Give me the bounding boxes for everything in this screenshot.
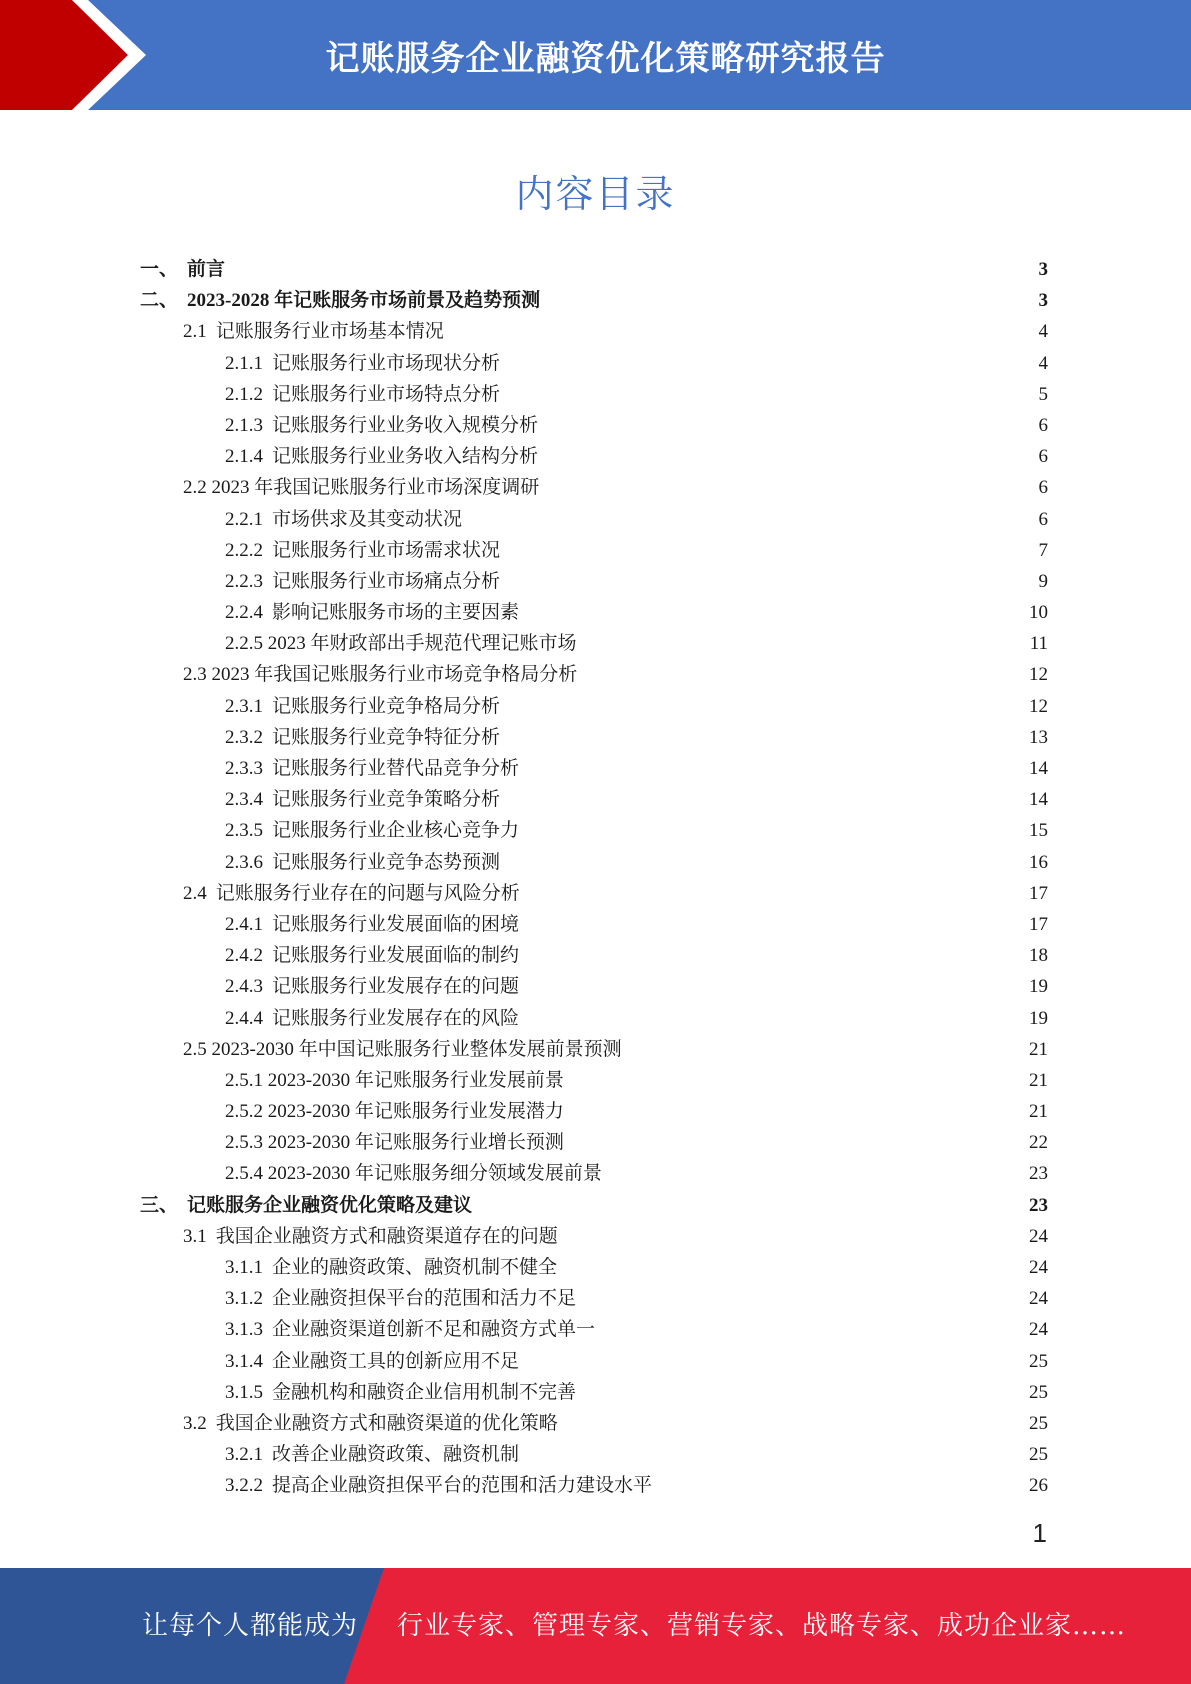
toc-entry-title: 金融机构和融资企业信用机制不完善 bbox=[272, 1381, 577, 1403]
toc-entry[interactable] bbox=[140, 348, 1048, 379]
toc-entry[interactable] bbox=[140, 1158, 1048, 1189]
footer-band bbox=[0, 1568, 1191, 1684]
toc-entry-page: 18 bbox=[1029, 945, 1048, 967]
toc-entry-page: 25 bbox=[1029, 1444, 1048, 1466]
toc-entry-page: 12 bbox=[1029, 695, 1048, 717]
toc-entry-number: 2.4.3 bbox=[225, 976, 263, 998]
page-number: 1 bbox=[1032, 1518, 1047, 1548]
toc-entry-page: 24 bbox=[1029, 1288, 1048, 1310]
toc-entry-title: 2.3 2023 年我国记账服务行业市场竞争格局分析 bbox=[183, 664, 578, 686]
toc-entry-title: 改善企业融资政策、融资机制 bbox=[272, 1444, 520, 1466]
toc-entry-title: 记账服务行业竞争态势预测 bbox=[272, 851, 501, 873]
toc-entry-number: 2.1.2 bbox=[225, 383, 263, 405]
toc-entry[interactable] bbox=[140, 316, 1048, 347]
toc-entry-page: 6 bbox=[1038, 414, 1048, 436]
toc-entry[interactable] bbox=[140, 691, 1048, 722]
toc-entry-title: 我国企业融资方式和融资渠道存在的问题 bbox=[215, 1225, 558, 1247]
toc-entry[interactable] bbox=[140, 1439, 1048, 1470]
toc-entry-title: 企业融资渠道创新不足和融资方式单一 bbox=[272, 1319, 596, 1341]
toc-entry[interactable] bbox=[140, 940, 1048, 971]
toc-entry-title: 记账服务行业市场基本情况 bbox=[215, 321, 444, 343]
toc-entry[interactable] bbox=[140, 535, 1048, 566]
toc-entry[interactable] bbox=[140, 1408, 1048, 1439]
toc-entry-number: 2.1.4 bbox=[225, 446, 263, 468]
toc-entry-title: 2.2.5 2023 年财政部出手规范代理记账市场 bbox=[225, 633, 577, 655]
toc-entry-number: 2.3.5 bbox=[225, 820, 263, 842]
toc-entry-number: 3.1.5 bbox=[225, 1381, 263, 1403]
toc-entry-title: 记账服务行业企业核心竞争力 bbox=[272, 820, 520, 842]
toc-entry-page: 24 bbox=[1029, 1319, 1048, 1341]
toc-entry-title: 2.5.2 2023-2030 年记账服务行业发展潜力 bbox=[225, 1101, 564, 1123]
toc-entry-number: 2.2.4 bbox=[225, 602, 263, 624]
toc-entry-page: 21 bbox=[1029, 1101, 1048, 1123]
toc-entry[interactable] bbox=[140, 1003, 1048, 1034]
toc-entry-title: 市场供求及其变动状况 bbox=[272, 508, 463, 530]
toc-entry[interactable] bbox=[140, 1470, 1048, 1501]
toc-entry-number: 2.2.3 bbox=[225, 570, 263, 592]
toc-entry[interactable] bbox=[140, 1314, 1048, 1345]
toc-entry-title: 记账服务行业替代品竞争分析 bbox=[272, 758, 520, 779]
toc-entry-page: 12 bbox=[1029, 664, 1048, 686]
toc-entry-number: 3.1.2 bbox=[225, 1288, 263, 1310]
toc-entry[interactable] bbox=[140, 566, 1048, 597]
toc-entry[interactable] bbox=[140, 504, 1048, 535]
toc-entry-number: 2.4.2 bbox=[225, 945, 263, 967]
toc-entry-page: 25 bbox=[1029, 1412, 1048, 1434]
toc-entry-title: 2023-2028 年记账服务市场前景及趋势预测 bbox=[187, 290, 541, 312]
footer-slogan-right: 行业专家、管理专家、营销专家、战略专家、成功企业家…… bbox=[397, 1611, 1127, 1641]
toc-entry[interactable] bbox=[140, 815, 1048, 846]
toc-entry[interactable] bbox=[140, 1346, 1048, 1377]
toc-entry-number: 2.3.1 bbox=[225, 695, 263, 717]
toc-entry-title: 记账服务行业市场现状分析 bbox=[272, 352, 501, 374]
toc-entry-title: 2.2 2023 年我国记账服务行业市场深度调研 bbox=[183, 477, 540, 499]
toc-entry-page: 6 bbox=[1038, 446, 1048, 468]
toc-entry[interactable] bbox=[140, 1127, 1048, 1158]
toc-entry-page: 15 bbox=[1029, 820, 1048, 842]
toc-entry-number: 3.1.1 bbox=[225, 1257, 263, 1278]
toc-entry-number: 2.4.4 bbox=[225, 1007, 263, 1029]
toc-entry-title: 记账服务行业业务收入规模分析 bbox=[272, 414, 539, 436]
toc-entry-page: 4 bbox=[1038, 352, 1048, 374]
toc-entry-title: 记账服务行业业务收入结构分析 bbox=[272, 446, 539, 468]
toc-entry-number: 2.1.1 bbox=[225, 352, 263, 374]
toc-entry[interactable] bbox=[140, 597, 1048, 628]
toc-entry[interactable] bbox=[140, 285, 1048, 316]
toc-entry-page: 14 bbox=[1029, 789, 1048, 811]
toc-entry-title: 企业融资担保平台的范围和活力不足 bbox=[272, 1288, 577, 1310]
toc-entry-page: 13 bbox=[1029, 726, 1048, 748]
toc-entry-page: 10 bbox=[1029, 602, 1048, 624]
toc-entry-title: 记账服务行业竞争特征分析 bbox=[272, 726, 501, 748]
toc-entry[interactable] bbox=[140, 379, 1048, 410]
toc-entry[interactable] bbox=[140, 472, 1048, 503]
toc-entry-page: 19 bbox=[1029, 976, 1048, 998]
toc-entry-number: 2.2.1 bbox=[225, 508, 263, 530]
toc-entry-number: 一、 bbox=[140, 259, 179, 280]
toc-entry-title: 记账服务行业竞争策略分析 bbox=[272, 789, 501, 811]
toc-entry-number: 2.3.4 bbox=[225, 789, 263, 811]
toc-entry-title: 记账服务行业存在的问题与风险分析 bbox=[215, 882, 520, 904]
toc-entry[interactable] bbox=[140, 722, 1048, 753]
toc-entry[interactable] bbox=[140, 753, 1048, 784]
toc-entry-title: 企业融资工具的创新应用不足 bbox=[272, 1350, 520, 1372]
toc-entry-page: 17 bbox=[1029, 882, 1048, 904]
toc-entry-page: 4 bbox=[1038, 321, 1048, 343]
toc-entry-title: 提高企业融资担保平台的范围和活力建设水平 bbox=[272, 1475, 653, 1497]
toc-entry-title: 记账服务行业发展存在的风险 bbox=[272, 1007, 520, 1029]
toc-entry-title: 2.5.1 2023-2030 年记账服务行业发展前景 bbox=[225, 1069, 564, 1091]
toc-entry-page: 25 bbox=[1029, 1350, 1048, 1372]
toc-entry-page: 21 bbox=[1029, 1069, 1048, 1091]
toc-entry-page: 25 bbox=[1029, 1381, 1048, 1403]
toc-entry[interactable] bbox=[140, 1252, 1048, 1283]
toc-entry-page: 14 bbox=[1029, 758, 1048, 779]
toc-entry-title: 2.5 2023-2030 年中国记账服务行业整体发展前景预测 bbox=[183, 1038, 622, 1060]
toc-entry-page: 24 bbox=[1029, 1225, 1048, 1247]
toc-entry-page: 26 bbox=[1029, 1475, 1048, 1497]
toc-entry[interactable] bbox=[140, 878, 1048, 909]
toc-entry-page: 24 bbox=[1029, 1257, 1048, 1278]
toc-entry[interactable] bbox=[140, 254, 1048, 285]
toc-entry-title: 记账服务行业发展存在的问题 bbox=[272, 976, 520, 998]
toc-entry[interactable] bbox=[140, 1283, 1048, 1314]
toc-entry-page: 9 bbox=[1038, 570, 1048, 592]
toc-entry-number: 3.2.2 bbox=[225, 1475, 263, 1497]
toc-entry-number: 2.1 bbox=[183, 321, 207, 343]
toc-entry-number: 2.4 bbox=[183, 882, 207, 904]
report-title: 记账服务企业融资优化策略研究报告 bbox=[325, 38, 886, 79]
toc-entry-page: 3 bbox=[1038, 259, 1048, 280]
toc-heading: 内容目录 bbox=[515, 172, 676, 216]
toc-entry[interactable] bbox=[140, 1190, 1048, 1221]
toc-entry-title: 记账服务行业发展面临的困境 bbox=[272, 913, 520, 935]
toc-entry-title: 记账服务行业发展面临的制约 bbox=[272, 945, 520, 967]
toc-entry[interactable] bbox=[140, 971, 1048, 1002]
toc-entry[interactable] bbox=[140, 1034, 1048, 1065]
toc-entry[interactable] bbox=[140, 1096, 1048, 1127]
toc-entry-title: 前言 bbox=[187, 259, 226, 280]
toc-entry-title: 影响记账服务市场的主要因素 bbox=[272, 602, 520, 624]
toc-entry-title: 2.5.4 2023-2030 年记账服务细分领域发展前景 bbox=[225, 1163, 602, 1185]
toc-entry-title: 企业的融资政策、融资机制不健全 bbox=[272, 1257, 558, 1278]
toc-entry-page: 3 bbox=[1038, 290, 1048, 312]
toc-entry-page: 7 bbox=[1038, 539, 1048, 561]
toc-entry-title: 记账服务行业市场需求状况 bbox=[272, 539, 501, 561]
toc-entry-number: 2.3.2 bbox=[225, 726, 263, 748]
table-of-contents bbox=[140, 254, 1048, 1502]
toc-entry-title: 记账服务行业市场特点分析 bbox=[272, 383, 501, 405]
toc-entry[interactable] bbox=[140, 784, 1048, 815]
toc-entry[interactable] bbox=[140, 441, 1048, 472]
toc-entry-number: 2.1.3 bbox=[225, 414, 263, 436]
toc-entry[interactable] bbox=[140, 909, 1048, 940]
toc-entry[interactable] bbox=[140, 410, 1048, 441]
toc-entry-page: 5 bbox=[1038, 383, 1048, 405]
toc-entry-page: 16 bbox=[1029, 851, 1048, 873]
toc-entry-number: 3.1.3 bbox=[225, 1319, 263, 1341]
toc-entry-number: 2.3.6 bbox=[225, 851, 263, 873]
toc-entry-number: 3.2 bbox=[183, 1412, 207, 1434]
toc-entry-title: 2.5.3 2023-2030 年记账服务行业增长预测 bbox=[225, 1132, 564, 1154]
toc-entry-number: 3.2.1 bbox=[225, 1444, 263, 1466]
toc-entry-page: 23 bbox=[1029, 1163, 1048, 1185]
toc-entry-number: 二、 bbox=[140, 290, 179, 312]
toc-entry[interactable] bbox=[140, 847, 1048, 878]
toc-entry-page: 11 bbox=[1029, 633, 1048, 655]
toc-entry-number: 2.3.3 bbox=[225, 758, 263, 779]
toc-entry-page: 6 bbox=[1038, 508, 1048, 530]
header-band bbox=[0, 0, 1191, 110]
toc-entry-title: 记账服务行业竞争格局分析 bbox=[272, 695, 501, 717]
toc-entry[interactable] bbox=[140, 1377, 1048, 1408]
toc-entry-title: 我国企业融资方式和融资渠道的优化策略 bbox=[215, 1412, 558, 1434]
toc-entry-page: 21 bbox=[1029, 1038, 1048, 1060]
toc-entry-number: 2.4.1 bbox=[225, 913, 263, 935]
toc-entry-page: 6 bbox=[1038, 477, 1048, 499]
footer-slogan-left: 让每个人都能成为 bbox=[142, 1611, 359, 1641]
toc-entry-page: 19 bbox=[1029, 1007, 1048, 1029]
toc-entry[interactable] bbox=[140, 628, 1048, 659]
toc-entry-page: 17 bbox=[1029, 913, 1048, 935]
toc-entry[interactable] bbox=[140, 659, 1048, 690]
toc-entry[interactable] bbox=[140, 1065, 1048, 1096]
toc-entry-number: 3.1 bbox=[183, 1225, 207, 1247]
toc-entry-number: 3.1.4 bbox=[225, 1350, 263, 1372]
toc-entry-number: 三、 bbox=[140, 1194, 179, 1216]
toc-entry-title: 记账服务企业融资优化策略及建议 bbox=[187, 1194, 473, 1216]
toc-entry[interactable] bbox=[140, 1221, 1048, 1252]
toc-entry-page: 22 bbox=[1029, 1132, 1048, 1154]
toc-entry-number: 2.2.2 bbox=[225, 539, 263, 561]
toc-entry-title: 记账服务行业市场痛点分析 bbox=[272, 570, 501, 592]
toc-entry-page: 23 bbox=[1029, 1194, 1048, 1216]
